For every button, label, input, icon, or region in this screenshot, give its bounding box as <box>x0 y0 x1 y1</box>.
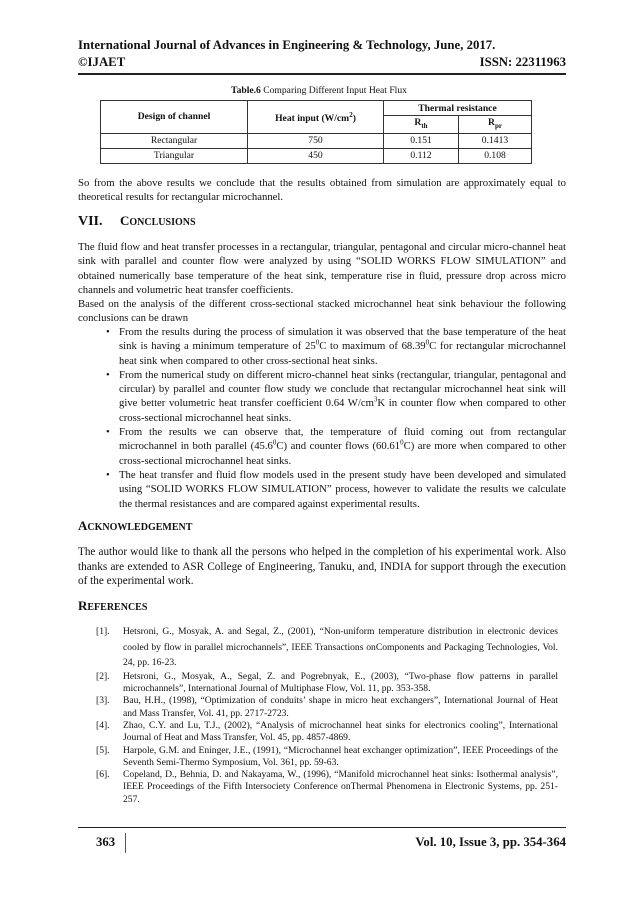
heat-flux-table <box>100 100 532 164</box>
table-row <box>101 148 532 163</box>
conclusions-heading: VII. CONCLUSIONS <box>78 213 196 229</box>
reference-number: [1]. <box>96 626 110 637</box>
volume-info: Vol. 10, Issue 3, pp. 354-364 <box>415 835 566 849</box>
col-heat-header: Heat input $(W/cm^2)$ <box>248 101 384 134</box>
table-row <box>101 133 532 148</box>
col-design-header: Design of channel <box>101 101 248 134</box>
cell-heat: 450 <box>248 148 384 163</box>
cell-heat: 750 <box>248 133 384 148</box>
header-rule <box>78 73 566 75</box>
bullet-icon: • <box>106 468 110 481</box>
table-caption-text: Comparing Different Input Heat Flux <box>260 85 407 96</box>
reference-item: [1]. Hetsroni, G., Mosyak, A. and Segal, Z., (2001), “Non-uniform temperature distribution in electronic devices cooled by flow in parallel microchannels”, IEEE Transactions onComponents and Packaging Technologies, Vol. 24, pp. 16-23. <box>96 626 558 669</box>
reference-number: [6]. <box>96 769 110 781</box>
list-item: • From the results during the process of simulation it was observed that the base temperature of the heat sink is having a minimum temperature of $25^0C$ to maximum of 68.39$^0$C for rectangular microchannel heat sink when compared to other cross-sectional heat sinks. <box>106 326 566 367</box>
cell-rpr: 0.1413 <box>459 133 532 148</box>
col-thermal-header: Thermal resistance <box>384 101 532 116</box>
bullet-icon: • <box>106 426 110 439</box>
acknowledgement-text: The author would like to thank all the persons who helped in the completion of his experimental work. Also thanks are extended to ASR College of Engineering, Tanuku, and, INDIA for support through the execution of the experimental work. <box>78 546 566 588</box>
acknowledgement-heading: ACKNOWLEDGEMENT <box>78 518 193 533</box>
results-paragraph: So from the above results we conclude that the results obtained from simulation are approximately equal to theoretical results for rectangular microchannel. <box>78 177 566 204</box>
page-number: 363 <box>96 835 116 849</box>
cell-design: Triangular <box>101 148 248 163</box>
reference-number: [5]. <box>96 744 110 756</box>
journal-header-line2 <box>78 55 566 70</box>
cell-design: Rectangular <box>101 133 248 148</box>
reference-item: [4]. Zhao, C.Y. and Lu, T.J., (2002), “Analysis of microchannel heat sinks for electronics cooling”, International Journal of Heat and Mass Transfer, Vol. 45, pp. 4857-4869. <box>96 719 558 744</box>
list-item: • From the numerical study on different micro-channel heat sinks (rectangular, triangular, pentagonal and circular) by parallel and counter flow study we conclude that rectangular microchannel heat sink will give better volumetric heat transfer coefficient 0.64 $W/cm^3K$ in counter flow when compared to other cross-sectional microchannel heat sinks. <box>106 368 566 424</box>
table-caption-label: Table.6 <box>231 85 261 96</box>
table-header-row <box>101 101 532 116</box>
reference-number: [4]. <box>96 719 110 731</box>
col-rpr-header: $R_{pr}$ <box>459 116 532 134</box>
section-number: VII. <box>78 214 103 229</box>
references-list <box>96 624 558 806</box>
table-caption <box>0 85 638 96</box>
issn-label: ISSN: 22311963 <box>479 55 566 69</box>
reference-number: [2]. <box>96 670 110 682</box>
footer-divider <box>125 833 126 853</box>
bullet-icon: • <box>106 368 110 381</box>
reference-item: [2]. Hetsroni, G., Mosyak, A., Segal, Z. and Pogrebnyak, E., (2003), “Two-phase flow patterns in parallel microchannels”, International Journal of Multiphase Flow, Vol. 11, pp. 353-358. <box>96 670 558 695</box>
list-item: • From the results we can observe that, the temperature of fluid coming out from rectangular microchannel in both parallel (45.6$^0$C) and counter flows (60.61$^0$C) are more when compared to other cross-sectional microchannel heat sinks. <box>106 426 566 467</box>
cell-rpr: 0.108 <box>459 148 532 163</box>
conclusions-paragraph-2: Based on the analysis of the different cross-sectional stacked microchannel heat sink behaviour the following conclusions can be drawn <box>78 298 566 325</box>
list-item: • The heat transfer and fluid flow models used in the present study have been developed and simulated using “SOLID WORKS FLOW SIMULATION” process, however to validate the results we calculate the thermal resistances and are compared against experimental results. <box>106 468 566 510</box>
references-heading: REFERENCES <box>78 598 148 613</box>
cell-rth: 0.151 <box>384 133 459 148</box>
bullet-icon: • <box>106 326 110 338</box>
conclusions-list <box>78 325 566 511</box>
journal-header-title: International Journal of Advances in Engineering & Technology, June, 2017. <box>78 38 496 52</box>
copyright-label: ©IJAET <box>78 55 126 69</box>
footer-rule <box>78 827 566 828</box>
reference-item: [6]. Copeland, D., Behnia, D. and Nakayama, W., (1996), “Manifold microchannel heat sinks: Isothermal analysis”, IEEE Proceedings of the Fifth Intersociety Conference onThermal Phenomena in Electronic Systems, pp. 251-257. <box>96 769 558 805</box>
conclusions-paragraph-1: The fluid flow and heat transfer processes in a rectangular, triangular, pentagonal and circular micro-channel heat sink with parallel and counter flow were analyzed by using “SOLID WORKS FLOW SIMULATION” and obtained numerically base temperature of the heat sink, temperature rise in fluid, pressure drop across micro channels and volumetric heat transfer coefficients. <box>78 241 566 296</box>
col-rth-header: $R_{th}$ <box>384 116 459 134</box>
reference-number: [3]. <box>96 695 110 707</box>
reference-item: [5]. Harpole, G.M. and Eninger, J.E., (1991), “Microchannel heat exchanger optimization”, IEEE Proceedings of the Seventh Semi-Thermo Symposium, Vol. 361, pp. 59-63. <box>96 744 558 768</box>
cell-rth: 0.112 <box>384 148 459 163</box>
reference-item: [3]. Bau, H.H., (1998), “Optimization of conduits’ shape in micro heat exchangers”, International Journal of Heat and Mass Transfer, Vol. 41, pp. 2717-2723. <box>96 695 558 719</box>
